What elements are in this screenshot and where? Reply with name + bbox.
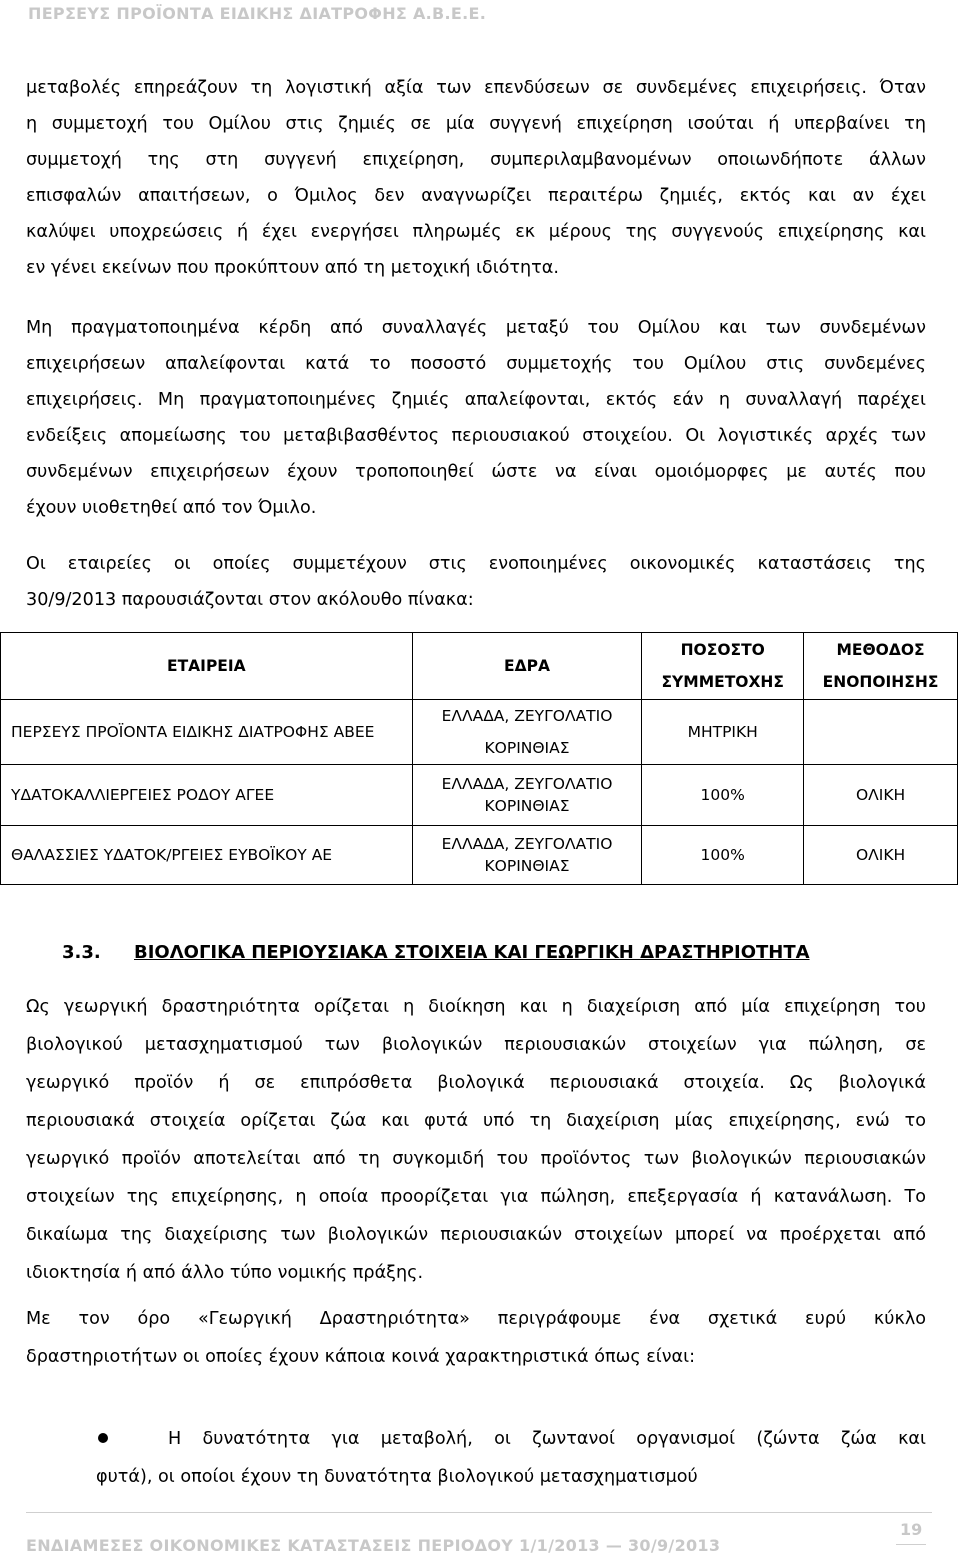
page-number: 19 bbox=[900, 1520, 923, 1539]
page-number-underline bbox=[896, 1544, 926, 1545]
cell-method bbox=[804, 700, 958, 765]
page-footer: ΕΝΔΙΑΜΕΣΕΣ ΟΙΚΟΝΟΜΙΚΕΣ ΚΑΤΑΣΤΑΣΕΙΣ ΠΕΡΙΟΔΟΥ 1/1/2013 — 30/9/2013 bbox=[26, 1536, 721, 1555]
cell-company: ΘΑΛΑΣΣΙΕΣ ΥΔΑΤΟΚ/ΡΓΕΙΕΣ ΕΥΒΟΪΚΟΥ ΑΕ bbox=[1, 826, 413, 885]
cell-percentage: ΜΗΤΡΙΚΗ bbox=[642, 700, 804, 765]
paragraph-agricultural-activity bbox=[26, 988, 926, 1292]
text-line: Μη πραγματοποιημένα κέρδη από συναλλαγές μεταξύ του Ομίλου και των συνδεμένων bbox=[26, 318, 926, 338]
text-line: περιουσιακά στοιχεία ορίζεται ζώα και φυτά υπό τη διαχείριση μίας επιχείρησης, ενώ το bbox=[26, 1111, 926, 1131]
text-line: Η δυνατότητα για μεταβολή, οι ζωντανοί οργανισμοί (ζώντα ζώα και bbox=[168, 1429, 926, 1449]
text-line: Οι εταιρείες οι οποίες συμμετέχουν στις ενοποιημένες οικονομικές καταστάσεις της bbox=[26, 554, 926, 574]
text-line: καλύψει υποχρεώσεις ή έχει ενεργήσει πληρωμές εκ μέρους της συγγενούς επιχείρησης και bbox=[26, 222, 926, 242]
cell-percentage: 100% bbox=[642, 826, 804, 885]
page-header: ΠΕΡΣΕΥΣ ΠΡΟΪΟΝΤΑ ΕΙΔΙΚΗΣ ΔΙΑΤΡΟΦΗΣ Α.Β.Ε.Ε. bbox=[28, 4, 487, 23]
paragraph-term-definition bbox=[26, 1300, 926, 1376]
text-line: συνδεμένων επιχειρήσεων έχουν τροποποιηθεί ώστε να είναι ομοιόμορφες με αυτές που bbox=[26, 462, 926, 482]
cell-company: ΠΕΡΣΕΥΣ ΠΡΟΪΟΝΤΑ ΕΙΔΙΚΗΣ ΔΙΑΤΡΟΦΗΣ ΑΒΕΕ bbox=[1, 700, 413, 765]
cell-seat: ΕΛΛΑΔΑ, ΖΕΥΓΟΛΑΤΙΟ ΚΟΡΙΝΘΙΑΣ bbox=[412, 700, 642, 765]
header-percentage: ΠΟΣΟΣΤΟ ΣΥΜΜΕΤΟΧΗΣ bbox=[642, 633, 804, 700]
footer-divider bbox=[26, 1512, 932, 1513]
text-line: στοιχείων της επιχείρησης, η οποία προορίζεται για πώληση, επεξεργασία ή κατανάλωση. Το bbox=[26, 1187, 926, 1207]
text-line: εν γένει εκείνων που προκύπτουν από τη μετοχική ιδιότητα. bbox=[26, 258, 559, 278]
text-line: η συμμετοχή του Ομίλου στις ζημιές σε μία συγγενή επιχείρηση ισούται ή υπερβαίνει τη bbox=[26, 114, 926, 134]
paragraph-associates-losses bbox=[26, 70, 926, 286]
consolidated-companies-table bbox=[0, 632, 958, 885]
bullet-item bbox=[96, 1420, 926, 1496]
text-line: ιδιοκτησία ή από άλλο τύπο νομικής πράξης. bbox=[26, 1263, 424, 1283]
text-line: γεωργικό προϊόν αποτελείται από τη συγκομιδή του προϊόντος των βιολογικών περιουσιακών bbox=[26, 1149, 926, 1169]
text-line: δικαίωμα της διαχείρισης των βιολογικών περιουσιακών στοιχείων μπορεί να προέρχεται από bbox=[26, 1225, 926, 1245]
text-line: βιολογικού μετασχηματισμού των βιολογικών περιουσιακών στοιχείων για πώληση, σε bbox=[26, 1035, 926, 1055]
text-line: μεταβολές επηρεάζουν τη λογιστική αξία των επενδύσεων σε συνδεμένες επιχειρήσεις. Όταν bbox=[26, 78, 926, 98]
text-line: επιχειρήσεις. Μη πραγματοποιημένες ζημιές απαλείφονται, εκτός εάν η συναλλαγή παρέχει bbox=[26, 390, 926, 410]
text-line: ενδείξεις απομείωσης του μεταβιβασθέντος περιουσιακού στοιχείου. Οι λογιστικές αρχές των bbox=[26, 426, 926, 446]
table-row bbox=[1, 700, 958, 765]
text-line: συμμετοχή της στη συγγενή επιχείρηση, συμπεριλαμβανομένων οποιωνδήποτε άλλων bbox=[26, 150, 926, 170]
cell-seat: ΕΛΛΑΔΑ, ΖΕΥΓΟΛΑΤΙΟ ΚΟΡΙΝΘΙΑΣ bbox=[412, 765, 642, 826]
cell-method: ΟΛΙΚΗ bbox=[804, 765, 958, 826]
section-title: ΒΙΟΛΟΓΙΚΑ ΠΕΡΙΟΥΣΙΑΚΑ ΣΤΟΙΧΕΙΑ ΚΑΙ ΓΕΩΡΓΙΚΗ ΔΡΑΣΤΗΡΙΟΤΗΤΑ bbox=[134, 942, 810, 963]
text-line: Με τον όρο «Γεωργική Δραστηριότητα» περιγράφουμε ένα σχετικά ευρύ κύκλο bbox=[26, 1309, 926, 1329]
paragraph-table-intro bbox=[26, 546, 926, 618]
text-line: επισφαλών απαιτήσεων, ο Όμιλος δεν αναγνωρίζει περαιτέρω ζημιές, εκτός και αν έχει bbox=[26, 186, 926, 206]
paragraph-unrealized-gains bbox=[26, 310, 926, 526]
header-seat: ΕΔΡΑ bbox=[412, 633, 642, 700]
section-number: 3.3. bbox=[62, 942, 101, 963]
text-line: 30/9/2013 παρουσιάζονται στον ακόλουθο πίνακα: bbox=[26, 590, 474, 610]
header-company: ΕΤΑΙΡΕΙΑ bbox=[1, 633, 413, 700]
cell-method: ΟΛΙΚΗ bbox=[804, 826, 958, 885]
text-line: γεωργικό προϊόν ή σε επιπρόσθετα βιολογικά περιουσιακά στοιχεία. Ως βιολογικά bbox=[26, 1073, 926, 1093]
text-line: φυτά), οι οποίοι έχουν τη δυνατότητα βιολογικού μετασχηματισμού bbox=[96, 1467, 698, 1487]
text-line: Ως γεωργική δραστηριότητα ορίζεται η διοίκηση και η διαχείριση από μία επιχείρηση του bbox=[26, 997, 926, 1017]
cell-percentage: 100% bbox=[642, 765, 804, 826]
text-line: επιχειρήσεων απαλείφονται κατά το ποσοστό συμμετοχής του Ομίλου στις συνδεμένες bbox=[26, 354, 926, 374]
text-line: δραστηριοτήτων οι οποίες έχουν κάποια κοινά χαρακτηριστικά όπως είναι: bbox=[26, 1347, 696, 1367]
cell-company: ΥΔΑΤΟΚΑΛΛΙΕΡΓΕΙΕΣ ΡΟΔΟΥ ΑΓΕΕ bbox=[1, 765, 413, 826]
table-row bbox=[1, 765, 958, 826]
cell-seat: ΕΛΛΑΔΑ, ΖΕΥΓΟΛΑΤΙΟ ΚΟΡΙΝΘΙΑΣ bbox=[412, 826, 642, 885]
table-row bbox=[1, 826, 958, 885]
header-consolidation-method: ΜΕΘΟΔΟΣ ΕΝΟΠΟΙΗΣΗΣ bbox=[804, 633, 958, 700]
text-line: έχουν υιοθετηθεί από τον Όμιλο. bbox=[26, 498, 317, 518]
table-header-row bbox=[1, 633, 958, 700]
